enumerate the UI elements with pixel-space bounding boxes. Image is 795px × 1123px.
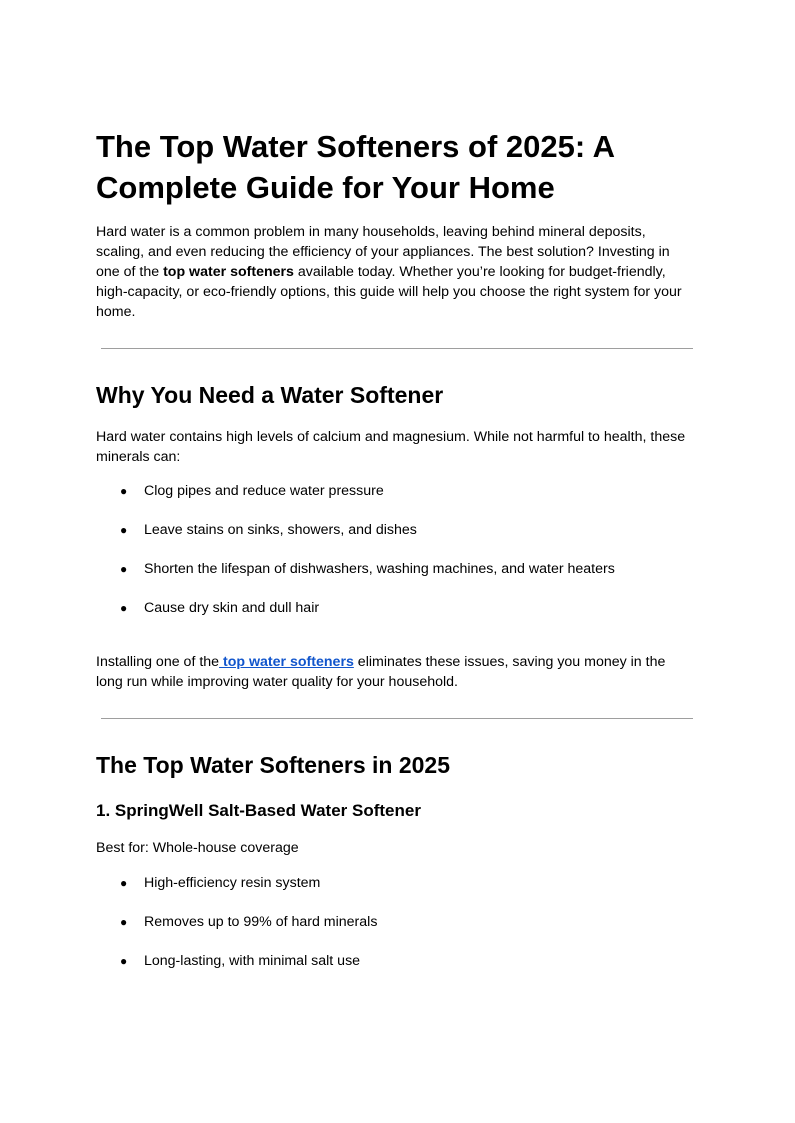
list-item: ● High-efficiency resin system — [120, 875, 321, 891]
section-divider — [101, 718, 693, 719]
product-feature-list — [96, 873, 696, 990]
section-heading-why: Why You Need a Water Softener — [96, 382, 444, 408]
section-heading-top: The Top Water Softeners in 2025 — [96, 752, 451, 778]
section-divider — [101, 348, 693, 349]
why-closing-paragraph: Installing one of the top water softeners eliminates these issues, saving you money in the long run while improving water quality for your household. — [96, 654, 666, 690]
product-heading-springwell: 1. SpringWell Salt-Based Water Softener — [96, 801, 421, 820]
list-item: ● Clog pipes and reduce water pressure — [120, 483, 384, 499]
intro-paragraph: Hard water is a common problem in many households, leaving behind mineral deposits, scaling, and even reducing the efficiency of your appliances. The best solution? Investing in one of the top water softeners available today. Whether you’re looking for budget-friendly, high-capacity, or eco-friendly options, this guide will help you choose the right system for your home. — [96, 224, 682, 320]
list-item: ● Long-lasting, with minimal salt use — [120, 953, 361, 969]
why-bullet-list — [96, 481, 696, 637]
intro-bold-keyword: top water softeners — [163, 264, 294, 280]
top-water-softeners-link[interactable]: top water softeners — [219, 654, 354, 670]
bullet-icon: ● — [120, 523, 128, 537]
list-item: ● Leave stains on sinks, showers, and dishes — [120, 522, 417, 538]
list-item: ● Shorten the lifespan of dishwashers, washing machines, and water heaters — [120, 561, 615, 577]
bullet-icon: ● — [120, 876, 128, 890]
page-title: The Top Water Softeners of 2025: A Complete Guide for Your Home — [96, 129, 614, 205]
best-for-text: Best for: Whole-house coverage — [96, 840, 299, 856]
list-item: ● Removes up to 99% of hard minerals — [120, 914, 378, 930]
bullet-icon: ● — [120, 601, 128, 615]
bullet-icon: ● — [120, 484, 128, 498]
why-lead-paragraph: Hard water contains high levels of calcium and magnesium. While not harmful to health, these minerals can: — [96, 429, 686, 465]
list-item: ● Cause dry skin and dull hair — [120, 600, 320, 616]
bullet-icon: ● — [120, 562, 128, 576]
bullet-icon: ● — [120, 954, 128, 968]
bullet-icon: ● — [120, 915, 128, 929]
